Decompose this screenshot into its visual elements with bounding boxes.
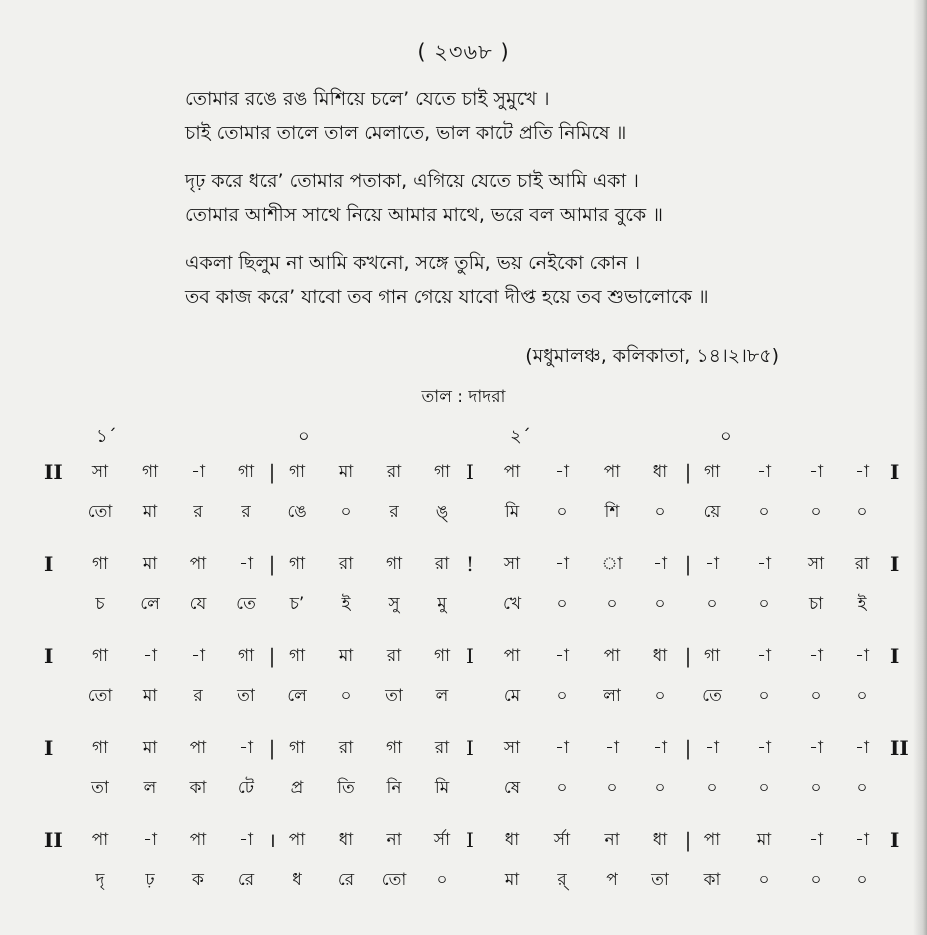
beat-separator: I [466, 828, 474, 852]
lyric-line: একলা ছিলুম না আমি কখনো, সঙ্গে তুমি, ভয় নেইকো কোন । [185, 252, 641, 274]
lyric-syllable: ০ [706, 778, 718, 798]
swara-row [0, 544, 927, 584]
beat-separator: | [268, 644, 276, 668]
page-number: ( ২৩৬৮ ) [417, 40, 510, 64]
lyric-syllable: ল [435, 686, 449, 706]
lyric-line: চাই তোমার তালে তাল মেলাতে, ভাল কাটে প্রতি নিমিষে ॥ [185, 122, 627, 144]
swara-note: গা [703, 462, 721, 482]
lyric-syllable: র [193, 502, 203, 522]
swara-note: -া [705, 738, 719, 758]
lyric-syllable: ঙ্ [435, 502, 449, 522]
swara-note: মা [142, 738, 158, 758]
lyric-syllable: র [241, 502, 251, 522]
song-lyrics [185, 82, 885, 328]
lyric-syllable: ধ [292, 870, 302, 890]
lyric-syllable: লে [287, 686, 307, 706]
beat-separator: I [466, 644, 474, 668]
lyric-syllable: চ’ [289, 594, 305, 614]
notation-block [0, 452, 927, 544]
swara-note: গা [288, 738, 306, 758]
lyric-syllable: তো [381, 870, 407, 890]
swara-note: -া [605, 738, 619, 758]
beat-separator: । [268, 828, 276, 852]
lyric-syllable: তো [87, 686, 113, 706]
lyric-syllable: ০ [556, 594, 568, 614]
lyric-syllable: ০ [340, 686, 352, 706]
start-barline: II [44, 460, 63, 484]
lyric-syllable: ০ [856, 502, 868, 522]
lyric-syllable: দৃ [95, 870, 105, 890]
lyric-syllable: ০ [556, 686, 568, 706]
lyric-syllable: চ [95, 594, 105, 614]
lyric-line: তোমার আশীস সাথে নিয়ে আমার মাথে, ভরে বল আমার বুকে ॥ [185, 204, 663, 226]
beat-separator: | [684, 460, 692, 484]
lyric-syllable: র্ [557, 870, 567, 890]
lyric-syllable-row [0, 768, 927, 808]
swara-note: -া [809, 462, 823, 482]
lyric-syllable: ল [143, 778, 157, 798]
swara-note: গা [288, 646, 306, 666]
swara-note: -া [855, 462, 869, 482]
swara-note: -া [239, 554, 253, 574]
lyric-syllable: ষে [503, 778, 521, 798]
lyric-syllable-row [0, 676, 927, 716]
lyric-syllable: ০ [810, 502, 822, 522]
swara-row [0, 728, 927, 768]
lyric-syllable: ০ [654, 686, 666, 706]
lyric-syllable: ০ [810, 778, 822, 798]
swara-note: -া [191, 646, 205, 666]
swara-note: গা [288, 462, 306, 482]
lyric-line: তোমার রঙে রঙ মিশিয়ে চলে’ যেতে চাই সুমুখে । [185, 88, 550, 110]
swara-note: -া [143, 830, 157, 850]
start-barline: I [44, 736, 54, 760]
swara-note: গা [288, 554, 306, 574]
lyric-syllable: লে [140, 594, 160, 614]
lyric-syllable: ক [192, 870, 204, 890]
lyric-syllable: তা [91, 778, 109, 798]
swara-note: পা [703, 830, 721, 850]
notation-block [0, 820, 927, 912]
lyric-syllable: ০ [758, 594, 770, 614]
swara-note: র্সা [553, 830, 571, 850]
notation-block [0, 636, 927, 728]
swara-note: -া [143, 646, 157, 666]
swara-note: পা [503, 646, 521, 666]
lyric-syllable: ০ [654, 594, 666, 614]
end-barline: I [890, 460, 900, 484]
swara-note: পা [603, 462, 621, 482]
lyric-syllable: ঢ় [145, 870, 155, 890]
lyric-syllable: মে [503, 686, 521, 706]
swara-note: গা [385, 554, 403, 574]
swara-note: -া [653, 738, 667, 758]
swara-note: রা [854, 554, 870, 574]
lyric-syllable: প [606, 870, 618, 890]
swara-note: সা [91, 462, 109, 482]
beat-separator: | [684, 736, 692, 760]
swara-note: -া [191, 462, 205, 482]
beat-mark: ০ [298, 426, 310, 447]
lyric-syllable: য়ে [703, 502, 721, 522]
source-citation: (মধুমালঞ্চ, কলিকাতা, ১৪।২।৮৫) [525, 345, 779, 367]
swara-note: পা [603, 646, 621, 666]
start-barline: I [44, 552, 54, 576]
swara-note: সা [807, 554, 825, 574]
swara-note: -া [855, 738, 869, 758]
beat-markers [0, 422, 927, 450]
swara-row [0, 636, 927, 676]
lyric-syllable: মি [434, 778, 450, 798]
swara-note: গা [91, 738, 109, 758]
swara-note: রা [434, 554, 450, 574]
swara-note: -া [757, 462, 771, 482]
lyric-syllable: রে [337, 870, 355, 890]
lyric-syllable: মা [504, 870, 520, 890]
swara-note: না [386, 830, 402, 850]
lyric-syllable: ০ [606, 594, 618, 614]
beat-separator: | [268, 460, 276, 484]
swaralipi-notation [0, 452, 927, 912]
lyric-syllable: কা [703, 870, 721, 890]
lyric-syllable: ০ [758, 870, 770, 890]
tala-heading: তাল : দাদরা [421, 387, 506, 407]
lyric-syllable: ০ [856, 870, 868, 890]
lyric-syllable: শি [604, 502, 620, 522]
lyric-syllable: লা [603, 686, 621, 706]
notation-block [0, 728, 927, 820]
swara-note: পা [91, 830, 109, 850]
swara-note: গা [703, 646, 721, 666]
end-barline: II [890, 736, 909, 760]
lyric-syllable: র [389, 502, 399, 522]
lyric-syllable: ই [341, 594, 351, 614]
lyric-line: তব কাজ করে’ যাবো তব গান গেয়ে যাবো দীপ্ত হয়ে তব শুভালোকে ॥ [185, 286, 709, 308]
lyric-syllable: ০ [810, 870, 822, 890]
lyric-syllable: ০ [706, 594, 718, 614]
swara-note: -া [757, 646, 771, 666]
lyric-syllable: মি [504, 502, 520, 522]
swara-note: ধা [652, 830, 668, 850]
swara-note: না [604, 830, 620, 850]
lyric-syllable-row [0, 860, 927, 900]
lyric-syllable: খে [502, 594, 522, 614]
swara-note: পা [503, 462, 521, 482]
beat-separator: ! [465, 552, 475, 576]
beat-separator: I [466, 736, 474, 760]
lyric-syllable: তে [702, 686, 722, 706]
lyric-syllable: ০ [856, 778, 868, 798]
beat-separator: | [268, 552, 276, 576]
stanza [185, 82, 885, 150]
swara-note: ধা [504, 830, 520, 850]
lyric-syllable: ০ [556, 502, 568, 522]
lyric-syllable: ০ [436, 870, 448, 890]
beat-mark: ২´ [510, 426, 531, 447]
swara-note: মা [756, 830, 772, 850]
swara-note: পা [288, 830, 306, 850]
end-barline: I [890, 552, 900, 576]
lyric-syllable: ০ [758, 778, 770, 798]
lyric-syllable: মা [142, 686, 158, 706]
lyric-syllable: ০ [654, 502, 666, 522]
lyric-syllable: তে [236, 594, 256, 614]
lyric-syllable: চা [808, 594, 824, 614]
swara-note: -া [705, 554, 719, 574]
beat-separator: | [684, 552, 692, 576]
beat-separator: | [268, 736, 276, 760]
swara-note: মা [338, 646, 354, 666]
end-barline: I [890, 644, 900, 668]
lyric-syllable: ০ [856, 686, 868, 706]
swara-note: রা [338, 554, 354, 574]
stanza [185, 164, 885, 232]
start-barline: II [44, 828, 63, 852]
swara-note: রা [386, 462, 402, 482]
lyric-syllable: মু [437, 594, 447, 614]
lyric-syllable: সু [388, 594, 400, 614]
beat-separator: | [684, 644, 692, 668]
lyric-syllable: ই [857, 594, 867, 614]
swara-note: পা [189, 554, 207, 574]
swara-note: মা [338, 462, 354, 482]
swara-note: পা [189, 738, 207, 758]
swara-note: গা [385, 738, 403, 758]
swara-note: গা [237, 646, 255, 666]
swara-note: -া [809, 738, 823, 758]
lyric-syllable: তা [237, 686, 255, 706]
swara-note: া [601, 554, 623, 574]
swara-note: গা [91, 554, 109, 574]
lyric-syllable: তি [337, 778, 355, 798]
lyric-syllable: ০ [758, 686, 770, 706]
lyric-syllable: ০ [810, 686, 822, 706]
swara-note: ধা [338, 830, 354, 850]
lyric-syllable: রে [237, 870, 255, 890]
swara-note: গা [433, 646, 451, 666]
swara-note: -া [855, 646, 869, 666]
lyric-syllable: নি [386, 778, 402, 798]
swara-note: -া [555, 646, 569, 666]
swara-note: মা [142, 554, 158, 574]
lyric-syllable-row [0, 492, 927, 532]
swara-note: -া [555, 462, 569, 482]
swara-note: -া [555, 738, 569, 758]
swara-note: -া [757, 738, 771, 758]
beat-separator: | [684, 828, 692, 852]
swara-note: রা [338, 738, 354, 758]
beat-mark: ১´ [96, 426, 117, 447]
swara-note: গা [141, 462, 159, 482]
lyric-syllable: প্র [290, 778, 304, 798]
swara-note: -া [555, 554, 569, 574]
swara-note: গা [91, 646, 109, 666]
swara-note: ধা [652, 462, 668, 482]
swara-note: -া [239, 738, 253, 758]
swara-note: পা [189, 830, 207, 850]
start-barline: I [44, 644, 54, 668]
swara-note: রা [386, 646, 402, 666]
lyric-syllable: ০ [340, 502, 352, 522]
lyric-syllable: ঙে [287, 502, 307, 522]
lyric-syllable: যে [189, 594, 207, 614]
swara-note: -া [653, 554, 667, 574]
notation-block [0, 544, 927, 636]
swara-note: সা [503, 554, 521, 574]
lyric-syllable: ০ [556, 778, 568, 798]
lyric-syllable: ০ [654, 778, 666, 798]
swara-row [0, 452, 927, 492]
lyric-syllable: মা [142, 502, 158, 522]
lyric-line: দৃঢ় করে ধরে’ তোমার পতাকা, এগিয়ে যেতে চাই আমি একা । [185, 170, 639, 192]
swara-note: -া [809, 646, 823, 666]
lyric-syllable-row [0, 584, 927, 624]
lyric-syllable: তা [651, 870, 669, 890]
stanza [185, 246, 885, 314]
swara-note: -া [809, 830, 823, 850]
swara-note: -া [239, 830, 253, 850]
swara-note: -া [855, 830, 869, 850]
swara-row [0, 820, 927, 860]
lyric-syllable: ০ [758, 502, 770, 522]
lyric-syllable: টে [237, 778, 255, 798]
swara-note: -া [757, 554, 771, 574]
swara-note: সা [503, 738, 521, 758]
lyric-syllable: র [193, 686, 203, 706]
beat-separator: I [466, 460, 474, 484]
lyric-syllable: তা [385, 686, 403, 706]
swara-note: রা [434, 738, 450, 758]
lyric-syllable: কা [189, 778, 207, 798]
lyric-syllable: তো [87, 502, 113, 522]
swara-note: গা [237, 462, 255, 482]
end-barline: I [890, 828, 900, 852]
swara-note: র্সা [433, 830, 451, 850]
swara-note: গা [433, 462, 451, 482]
swara-note: ধা [652, 646, 668, 666]
beat-mark: ০ [720, 426, 732, 447]
lyric-syllable: ০ [606, 778, 618, 798]
